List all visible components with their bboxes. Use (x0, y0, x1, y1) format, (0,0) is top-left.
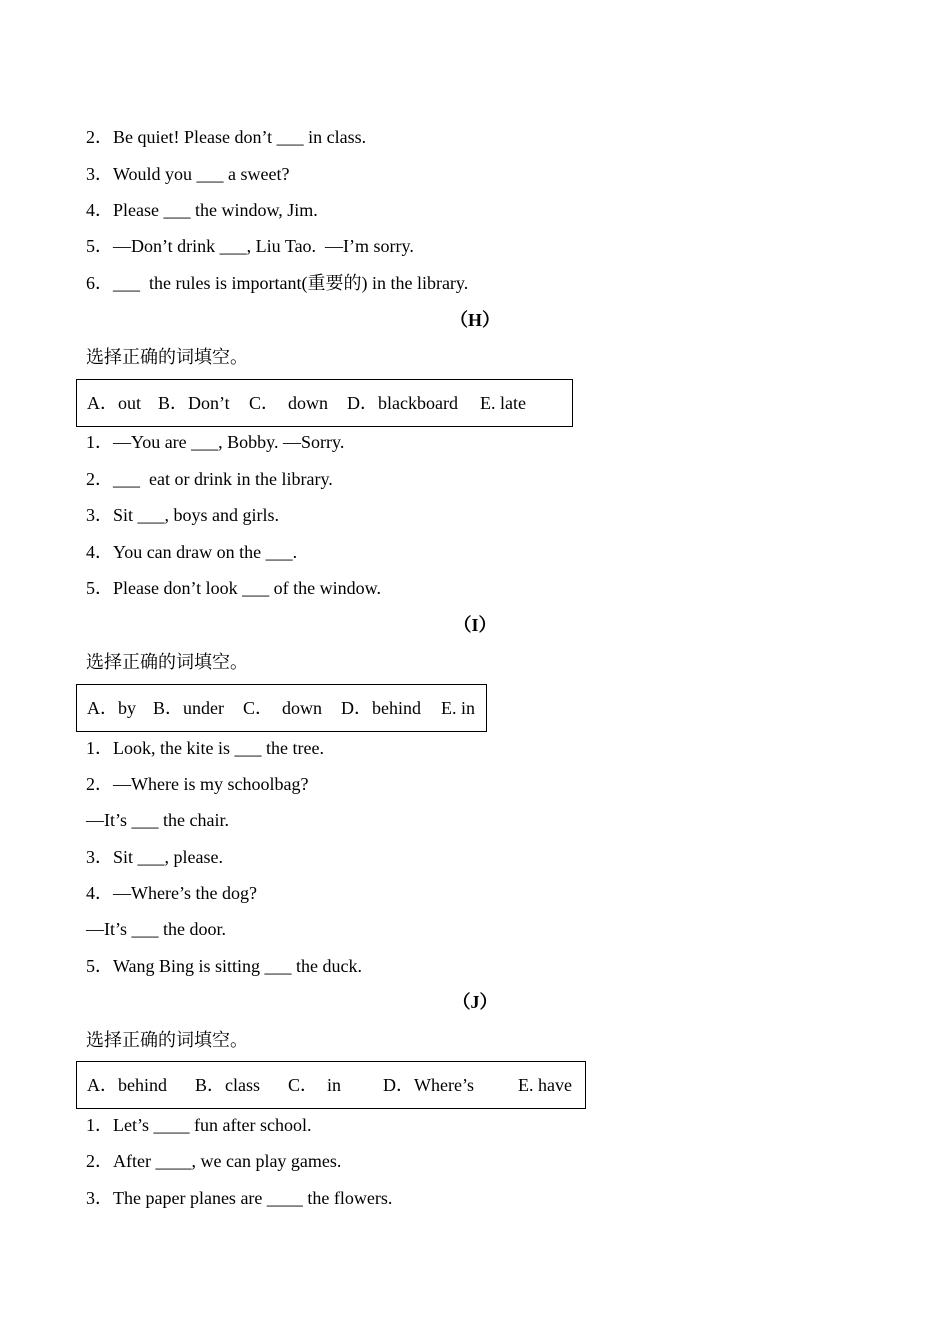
word-option: C． in (288, 1075, 342, 1095)
question-g-3: 3．Would you ___ a sweet? (86, 164, 290, 184)
section-j-heading: （J） (452, 992, 498, 1012)
question-j-1: 1．Let’s ____ fun after school. (86, 1115, 312, 1135)
word-option: E. in (441, 698, 475, 718)
word-option: A．out (87, 393, 141, 413)
section-i-instruction: 选择正确的词填空。 (86, 652, 248, 672)
section-i-heading: （I） (453, 615, 497, 635)
word-option: B．class (195, 1075, 260, 1095)
section-h-instruction: 选择正确的词填空。 (86, 347, 248, 367)
question-g-2: 2．Be quiet! Please don’t ___ in class. (86, 127, 367, 147)
question-g-6: 6．___ the rules is important(重要的) in the library. (86, 273, 469, 293)
word-option: B．under (153, 698, 224, 718)
question-h-3: 3．Sit ___, boys and girls. (86, 505, 280, 525)
section-j-word-box (76, 1061, 586, 1109)
question-g-4: 4．Please ___ the window, Jim. (86, 200, 318, 220)
section-h-heading: （H） (449, 310, 500, 330)
question-i-3: 3．Sit ___, please. (86, 847, 223, 867)
word-option: A．behind (87, 1075, 167, 1095)
word-option: B．Don’t (158, 393, 230, 413)
question-h-2: 2．___ eat or drink in the library. (86, 469, 333, 489)
question-i-5: 5．Wang Bing is sitting ___ the duck. (86, 956, 363, 976)
answer-line-i-2: —It’s ___ the chair. (86, 810, 229, 830)
question-i-2: 2．—Where is my schoolbag? (86, 774, 309, 794)
section-h-word-box (76, 379, 573, 427)
word-option: D．Where’s (383, 1075, 474, 1095)
section-j-instruction: 选择正确的词填空。 (86, 1030, 248, 1050)
question-i-1: 1．Look, the kite is ___ the tree. (86, 738, 324, 758)
answer-line-i-4: —It’s ___ the door. (86, 919, 226, 939)
word-option: C． down (249, 393, 329, 413)
word-option: E. late (480, 393, 526, 413)
word-option: D．behind (341, 698, 421, 718)
section-i-word-box (76, 684, 487, 732)
question-j-3: 3．The paper planes are ____ the flowers. (86, 1188, 393, 1208)
word-option: D．blackboard (347, 393, 458, 413)
question-j-2: 2．After ____, we can play games. (86, 1151, 342, 1171)
word-option: E. have (518, 1075, 572, 1095)
question-h-5: 5．Please don’t look ___ of the window. (86, 578, 381, 598)
question-h-1: 1．—You are ___, Bobby. —Sorry. (86, 432, 345, 452)
question-i-4: 4．—Where’s the dog? (86, 883, 257, 903)
word-option: C． down (243, 698, 323, 718)
word-option: A．by (87, 698, 136, 718)
question-g-5: 5．—Don’t drink ___, Liu Tao. —I’m sorry. (86, 236, 414, 256)
question-h-4: 4．You can draw on the ___. (86, 542, 298, 562)
